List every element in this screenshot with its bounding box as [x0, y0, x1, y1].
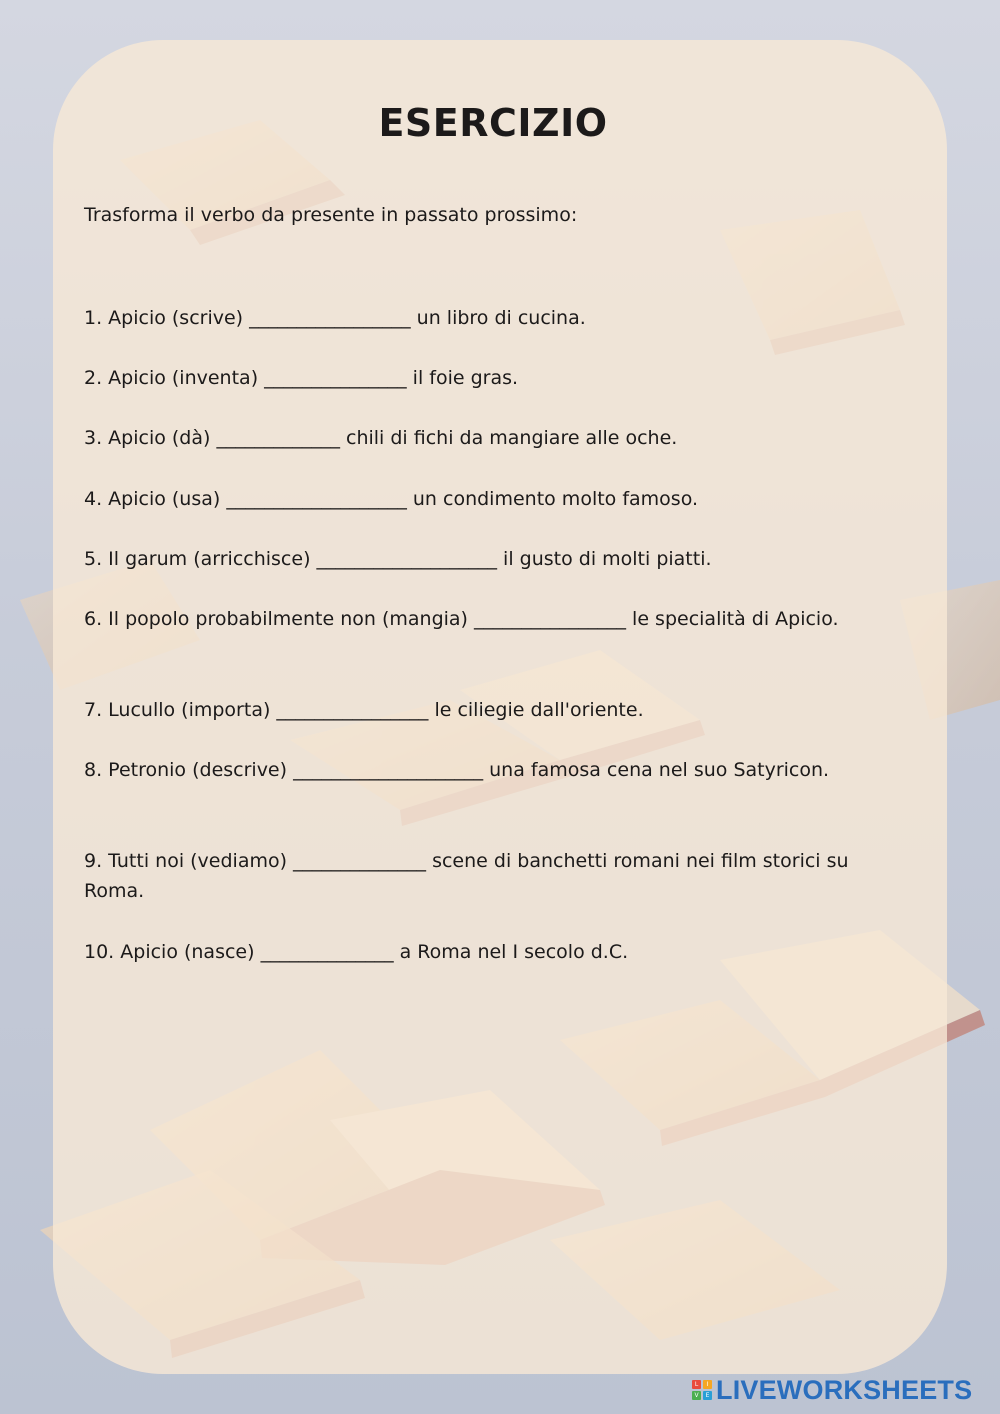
liveworksheets-logo[interactable] — [692, 1374, 972, 1406]
logo-mark-l: L — [692, 1380, 701, 1389]
logo-mark-i: I — [703, 1380, 712, 1389]
exercise-item-3: 3. Apicio (dà) _____________ chili di fichi da mangiare alle oche. — [84, 427, 678, 449]
exercise-item-9: 9. Tutti noi (vediamo) ______________ scene di banchetti romani nei film storici su Roma. — [84, 850, 849, 902]
logo-mark-v: V — [692, 1391, 701, 1400]
exercise-item-5: 5. Il garum (arricchisce) ___________________ il gusto di molti piatti. — [84, 548, 712, 570]
instruction-text: Trasforma il verbo da presente in passato prossimo: — [84, 204, 578, 226]
exercise-item-1: 1. Apicio (scrive) _________________ un libro di cucina. — [84, 307, 586, 329]
exercise-item-10: 10. Apicio (nasce) ______________ a Roma nel I secolo d.C. — [84, 941, 629, 963]
logo-mark-e: E — [703, 1391, 712, 1400]
logo-text: LIVEWORKSHEETS — [716, 1374, 973, 1405]
exercise-item-2: 2. Apicio (inventa) _______________ il foie gras. — [84, 367, 519, 389]
exercise-item-6: 6. Il popolo probabilmente non (mangia) ________________ le specialità di Apicio. — [84, 608, 839, 630]
page-title: ESERCIZIO — [378, 101, 608, 145]
exercise-item-7: 7. Lucullo (importa) ________________ le ciliegie dall'oriente. — [84, 699, 644, 721]
exercise-item-8: 8. Petronio (descrive) ____________________ una famosa cena nel suo Satyricon. — [84, 759, 830, 781]
exercise-item-4: 4. Apicio (usa) ___________________ un condimento molto famoso. — [84, 488, 699, 510]
liveworksheets-logo-icon — [692, 1380, 712, 1400]
